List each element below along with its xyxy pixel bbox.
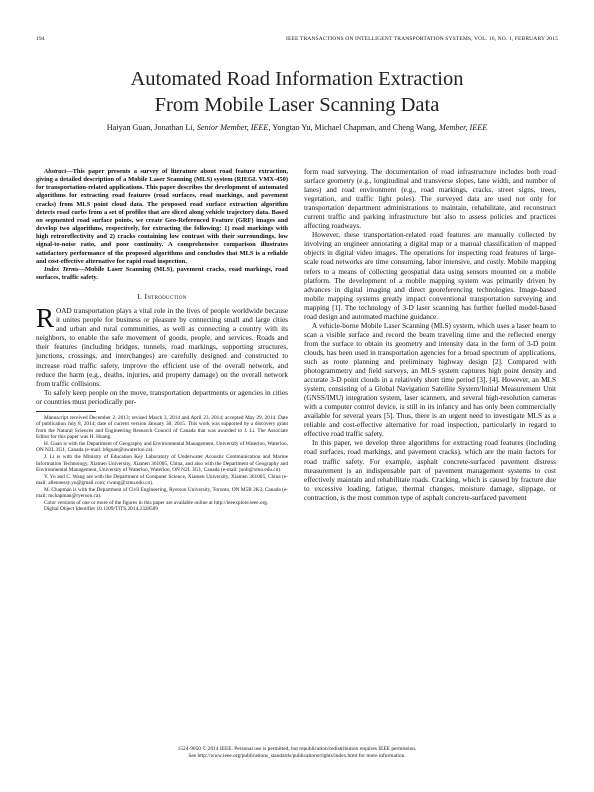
footnote-affiliation-yu-wang: Y. Yu and C. Wang are with the Department of Computer Science, Xiamen University, Xiamen 361005, China (e-mail: allennessy.yu@gmail.com; cwang@xmu.edu.cn). — [36, 473, 288, 487]
footnote-affiliation-guan: H. Guan is with the Department of Geography and Environmental Management, University of Waterloo, Waterloo, ON N2L 3G1, Canada (e-mail: h6guan@uwaterloo.ca). — [36, 440, 288, 454]
body-paragraph-1: form road surveying. The documentation of road infrastructure includes both road surface geometry (e.g., longitudinal and transverse slopes, lane width, and number of lanes) and road environment (e.g., road markings, cracks, street signs, trees, vegetation, and traffic light poles). The surveyed data are used not only for transportation department administrations to maintain, rehabilitate, and reconstruct current traffic and parking infrastructure but also to assess policies and practices affecting roadways. — [304, 168, 556, 231]
abstract — [36, 168, 288, 266]
author-list — [36, 123, 558, 133]
footnote-color-versions: Color versions of one or more of the figures in this paper are available online at http://ieeexplore.ieee.org. — [44, 499, 269, 506]
footnote-rule — [36, 411, 96, 412]
copyright-line: 1524-9050 © 2014 IEEE. Personal use is permitted, but republication/redistribution requires IEEE permission. — [177, 746, 417, 752]
author-role-2: Member, IEEE — [439, 123, 488, 132]
author-role-1: Senior Member, IEEE — [196, 123, 269, 132]
title-line-1: Automated Road Information Extraction — [130, 68, 464, 90]
intro-text-1: transportation plays a vital role in the lives of people worldwide because it unites people for business or pleasure by connecting small and large cities and urban and rural communities, as well as connecting a country with its neighbors, to enable the safe movement of goods, people, and services. Roads and their features (including bridges, tunnels, road markings, supporting structures, junctions, crossings, and interchanges) are carefully designed and constructed to increase road traffic safety, improve the efficient use of the overall network, and reduce the harm (e.g., deaths, injuries, and property damage) on the overall network from traffic collisions. — [36, 307, 288, 388]
index-terms-text: —Mobile Laser Scanning (MLS), pavement cracks, road markings, road surfaces, traffic safety. — [36, 265, 288, 282]
footnote-manuscript: Manuscript received December 2, 2013; revised March 3, 2014 and April 23, 2014; accepted May 29, 2014. Date of publication July 8, 2014; date of current version January 30, 2015. This work was supported by a discovery grant from the Natural Sciences and Engineering Research Council of Canada that was awarded to J. Li. The Associate Editor for this paper was H. Huang. — [36, 414, 288, 441]
drop-cap: R — [36, 303, 55, 334]
left-column — [36, 168, 288, 513]
intro-paragraph-2: To safely keep people on the move, transportation departments or agencies in cities or countries must periodically per- — [36, 388, 288, 406]
body-paragraph-2: However, these transportation-related road features are manually collected by involving an engineer annotating a digital map or a manual classification of mapped objects in digital video images. The operations for inspecting road features of large-scale road networks are time consuming, labor intensive, and costly. Mobile mapping refers to a means of collecting geospatial data using sensors mounted on a mobile platform. The development of a mobile mapping system was primarily driven by advances in digital imaging and direct georeferencing technologies. Image-based mobile mapping systems greatly impact conventional transportation surveying and mapping [1]. The technology of 3-D laser scanning has further fuelled model-based road design and automated machine guidance. — [304, 231, 556, 321]
rights-url-line: See http://www.ieee.org/publications_standards/publications/rights/index.html for more information. — [188, 752, 406, 759]
intro-paragraph-1 — [36, 303, 288, 388]
authors-part-1: Haiyan Guan, Jonathan Li, — [106, 123, 197, 132]
title-line-2: From Mobile Laser Scanning Data — [154, 94, 440, 116]
index-terms-label: Index Terms — [44, 265, 79, 273]
abstract-label: Abstract — [44, 168, 67, 175]
page-number: 194 — [36, 36, 45, 42]
section-name: Introduction — [144, 292, 187, 302]
lead-word: OAD — [56, 307, 72, 316]
footnote-affiliation-li: J. Li is with the Ministry of Education Key Laboratory of Underwater Acoustic Communication and Marine Information Technology, Xiamen University, Xiamen 361005, China, and also with the Department of Geography and Environmental Management, University of Waterloo, Waterloo, ON N2L 3G1, Canada (e-mail: junli@xmu.edu.cn). — [36, 454, 288, 474]
footnote-doi: Digital Object Identifier 10.1109/TITS.2014.2328589 — [44, 506, 158, 513]
copyright-footer — [36, 746, 558, 759]
right-column — [304, 168, 556, 503]
journal-header: IEEE TRANSACTIONS ON INTELLIGENT TRANSPORTATION SYSTEMS, VOL. 16, NO. 1, FEBRUARY 2015 — [286, 36, 558, 42]
section-numeral: I. — [137, 292, 145, 302]
abstract-text: —This paper presents a survey of literature about road feature extraction, giving a detailed description of a Mobile Laser Scanning (MLS) system (RIEGL VMX-450) for transportation-related applications. This paper describes the development of automated algorithms for extracting road features (road surfaces, road markings, and pavement cracks) from MLS point cloud data. The proposed road surface extraction algorithm detects road curbs from a set of profiles that are sliced along vehicle trajectory data. Based on segmented road surface points, we create Geo-Referenced Feature (GRF) images and develop two algorithms, respectively, for extracting the following: 1) road markings with high retroreflectivity and 2) cracks containing low contrast with their surroundings, low signal-to-noise ratio, and poor continuity. A comprehensive comparison illustrates satisfactory performance of the proposed algorithms and concludes that MLS is a reliable and cost-effective alternative for rapid road inspection. — [36, 168, 288, 265]
body-paragraph-4: In this paper, we develop three algorithms for extracting road features (including road surfaces, road markings, and pavement cracks), which are the main factors for road traffic safety. For example, asphalt concrete-surfaced pavement distress measurement is an indispensable part of pavement management systems to cost effectively maintain and rehabilitate roads. Cracking, which is caused by fracture due to excessive loading, fatigue, thermal changes, moisture damage, slippage, or contraction, is the most common type of asphalt concrete-surfaced pavement — [304, 439, 556, 502]
authors-part-2: , Yongtao Yu, Michael Chapman, and Cheng Wang, — [268, 123, 440, 132]
running-header — [36, 36, 558, 46]
footnote-affiliation-chapman: M. Chapman is with the Department of Civil Engineering, Ryerson University, Toronto, ON M5B 2K3, Canada (e-mail: mchapman@ryerson.ca). — [36, 486, 288, 500]
section-heading — [36, 292, 288, 301]
index-terms — [36, 266, 288, 282]
paper-title — [36, 66, 558, 118]
body-paragraph-3: A vehicle-borne Mobile Laser Scanning (MLS) system, which uses a laser beam to scan a visible surface and record the beam traveling time and the reflected energy from the surface to obtain its geometry and intensity data in the form of 3-D point clouds, has been used in transportation agencies for a broad spectrum of applications, such as route planning and preliminary highway design [2]. Compared with photogrammetry and field surveys, an MLS system captures high point density and accurate 3-D point clouds in a relatively short time period [3], [4]. However, an MLS system, consisting of a Global Navigation Satellite System/Initial Measurement Unit (GNSS/IMU) integration system, laser scanners, and several high-resolution cameras with a computer control device, is still in its infancy and has only been commercially available for several years [5]. Thus, there is an urgent need to investigate MLS as a reliable and cost-effective alternative for road inspection, particularly in regard to effective road traffic safety. — [304, 321, 556, 439]
